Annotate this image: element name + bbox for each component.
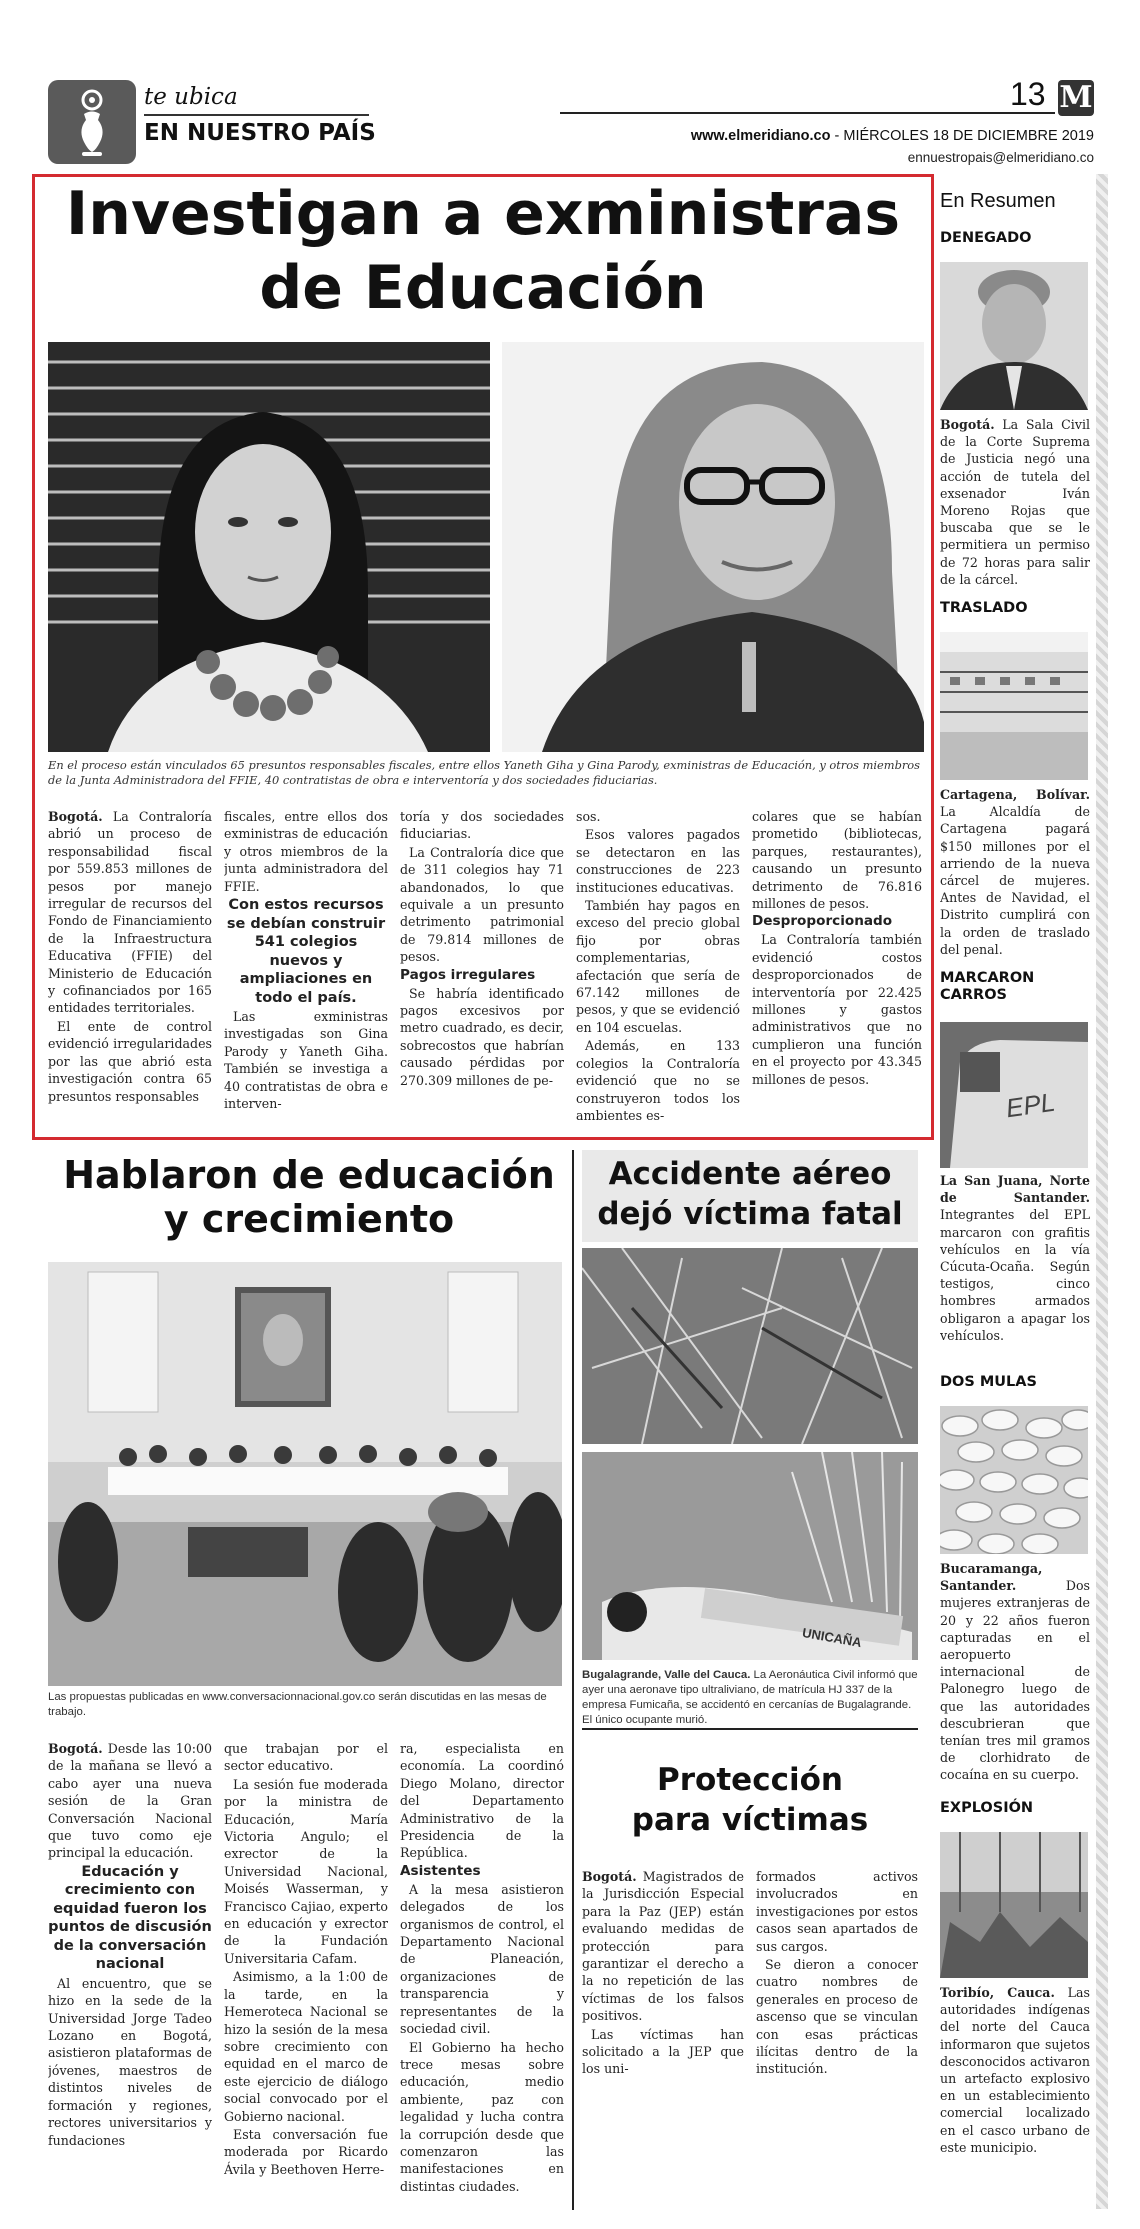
header-rule <box>560 112 1055 114</box>
main-col4-p4: Además, en 133 colegios la Contraloría evidenció que no se construyeron todos los ambientes es- <box>576 1038 740 1123</box>
victims-col1-p2: Las víctimas han solicitado a la JEP que los uni- <box>582 2026 744 2077</box>
main-col4-p3: También hay pagos en exceso del precio global fijo por obras complementarias, afectación que sería de 67.142 millones de pesos, y que se evidenció en 104 escuelas. <box>576 898 740 1035</box>
vase-icon <box>48 80 136 164</box>
education-headline-line2: y crecimiento <box>163 1197 455 1241</box>
sidebar-body-mulas: Dos mujeres extranjeras de 20 y 22 años fueron capturadas en el aeropuerto internacional de Palonegro luego de que las autoridades descubrieran que tenían tres mil gramos de clorhidrato de cocaína en su cuerpo. <box>940 1578 1090 1783</box>
education-col-1 <box>48 1740 212 2210</box>
sidebar-heading-marcaron: MARCARON CARROS <box>940 970 1035 1003</box>
main-photo-caption: En el proceso están vinculados 65 presuntos responsables fiscales, entre ellos Yaneth Giha y Gina Parody, exministras de Educación, y otros miembros de la Junta Administradora del FFIE, 40 contratistas de obra e interventoría y dos sociedades fiduciarias. <box>48 758 921 787</box>
sidebar-heading-denegado: DENEGADO <box>940 230 1032 246</box>
main-subhead-pagos: Pagos irregulares <box>400 966 536 983</box>
education-col-2 <box>224 1740 388 2210</box>
page-number: 13 <box>1010 76 1046 112</box>
sidebar-text-marcaron <box>940 1172 1090 1344</box>
education-col2-p1: que trabajan por el sector educativo. <box>224 1741 388 1774</box>
section-kicker: te ubica <box>144 84 238 110</box>
victims-col2-p1: formados activos involucrados en investigaciones por estos casos sean apartados de sus cargos. <box>756 1869 918 1954</box>
sidebar-photo-capsules <box>940 1406 1088 1554</box>
main-col5-p2: La Contraloría también evidenció costos desproporcionados de interventoría por 22.425 millones y gastos administrativos que no cumplieron una función en el proyecto por 43.345 millones de pesos. <box>752 932 922 1087</box>
victims-col-2 <box>756 1868 918 2208</box>
education-headline-line1: Hablaron de educación <box>63 1153 555 1197</box>
sidebar-heading-traslado: TRASLADO <box>940 600 1028 616</box>
main-col-5 <box>752 808 922 1134</box>
sidebar-text-explosion <box>940 1984 1090 2156</box>
main-col1-p2: El ente de control evidenció irregularidades por las que abrió esta investigación contra 65 presuntos responsables <box>48 1018 212 1104</box>
photo-yaneth-giha <box>502 342 924 752</box>
header-rule-thin <box>144 114 369 116</box>
sidebar-body-marcaron: Integrantes del EPL marcaron con grafitis vehículos en la vía Cúcuta-Ocaña. Según testigos, cinco hombres armados obligaron a apagar los vehículos. <box>940 1207 1090 1343</box>
sidebar-place-explosion: Toribío, Cauca. <box>940 1985 1055 2000</box>
main-col3-p3: Se habría identificado pagos excesivos por metro cuadrado, es decir, sobrecostos que habrían causado pérdidas por 270.309 millones de pe- <box>400 985 564 1088</box>
education-subhead-asistentes: Asistentes <box>400 1862 481 1879</box>
main-col2-p1: fiscales, entre ellos dos exministras de educación y otros miembros de la junta administradora del FFIE. <box>224 809 388 894</box>
sidebar-photo-graffiti-truck <box>940 1022 1088 1168</box>
accident-caption-text: La Aeronáutica Civil informó que ayer una aeronave tipo ultraliviano, de matrícula HJ 337 de la empresa Fumicaña, se accidentó en cercanías de Bugalagrande. El único ocupante murió. <box>582 1669 918 1726</box>
education-pull-quote: Educación y crecimiento con equidad fueron los puntos de discusión de la conversación nacional <box>48 1863 212 1973</box>
education-col1-p1: Desde las 10:00 de la mañana se llevó a cabo ayer una nueva sesión de la Gran Conversación Nacional que tuvo como eje principal la educación. <box>48 1741 212 1861</box>
main-pull-quote: Con estos recursos se debían construir 541 colegios nuevos y ampliaciones en todo el país. <box>226 897 386 1006</box>
vertical-divider <box>572 1150 574 2210</box>
section-title: EN NUESTRO PAÍS <box>144 120 376 146</box>
accident-rule <box>582 1728 918 1730</box>
sidebar-body-denegado: La Sala Civil de la Corte Suprema de Justicia negó una acción de tutela del exsenador Iván Moreno Rojas que buscaba que se le permitiera un permiso de 72 horas para salir de la cárcel. <box>940 417 1090 587</box>
sidebar-heading-explosion: EXPLOSIÓN <box>940 1800 1034 1816</box>
education-col2-p2: La sesión fue moderada por la ministra de Educación, María Victoria Angulo; el exrector de la Universidad Nacional, Moisés Wasserman, y Francisco Cajiao, experto en educación y exrector de la Fundación Universitaria Cafam. <box>224 1776 388 1966</box>
education-col1-p2: Al encuentro, que se hizo en la sede de la Universidad Jorge Tadeo Lozano en Bogotá, asistieron plataformas de jóvenes, maestros de distintos niveles de formación y regiones, rectores universitarios y fundaciones <box>48 1975 212 2148</box>
sidebar-text-mulas <box>940 1560 1090 1784</box>
issue-date: MIÉRCOLES 18 DE DICIEMBRE 2019 <box>843 128 1094 144</box>
education-col3-p2: A la mesa asistieron delegados de los organismos de control, el Departamento Nacional de Planeación, organizaciones de transparencia y representantes de la sociedad civil. <box>400 1881 564 2037</box>
education-col2-p3: Asimismo, a la 1:00 de la tarde, en la Hemeroteca Nacional se hizo la sesión de la mesa sobre crecimiento con equidad en el marco de este ejercicio de diálogo social convocado por el Gobierno nacional. <box>224 1969 388 2124</box>
main-col4-p1: sos. <box>576 809 601 824</box>
main-col1-p1: La Contraloría abrió un proceso de responsabilidad fiscal por 559.853 millones de pesos por manejo irregular de recursos del Fondo de Financiamiento de la Infraestructura Educativa (FFIE) del Ministerio de Educación y cofinanciados por 165 entidades territoriales. <box>48 809 212 1016</box>
main-col5-p1: colares que se habían prometido (bibliotecas, parques, restaurantes), causando un presunto detrimento de 76.816 millones de pesos. <box>752 809 922 912</box>
main-col3-p2: La Contraloría dice que de 311 colegios hay 71 abandonados, lo que equivale a un presunto detrimento patrimonial de 79.814 millones de pesos. <box>400 844 564 965</box>
sidebar-heading-mulas: DOS MULAS <box>940 1374 1037 1390</box>
victims-col2-p2: Se dieron a conocer cuatro nombres de generales en proceso de ascenso que se vinculan con esas prácticas ilícitas dentro de la institución. <box>756 1957 918 2077</box>
main-col-2 <box>224 808 388 1134</box>
main-col-3 <box>400 808 564 1134</box>
education-col2-p4: Esta conversación fue moderada por Ricardo Ávila y Beethoven Herre- <box>224 2126 388 2177</box>
section-logo-badge <box>48 80 136 164</box>
photo-education-meeting <box>48 1262 562 1686</box>
main-headline-line2: de Educación <box>259 253 707 323</box>
victims-col1-p1: Magistrados de la Jurisdicción Especial para la Paz (JEP) están evaluando medidas de protección para garantizar el derecho a la no repetición de las víctimas de los falsos positivos. <box>582 1869 744 2024</box>
dateline-row <box>691 128 1094 144</box>
date-separator: - <box>830 128 844 144</box>
victims-dateline: Bogotá. <box>582 1869 637 1884</box>
main-dateline: Bogotá. <box>48 809 103 824</box>
photo-gina-parody <box>48 342 490 752</box>
sidebar-place-denegado: Bogotá. <box>940 417 995 432</box>
main-col-1 <box>48 808 212 1134</box>
newspaper-logo: M <box>1059 80 1093 115</box>
accident-headline-line2: dejó víctima fatal <box>597 1196 903 1232</box>
graffiti-text: EPL <box>1004 1086 1057 1124</box>
victims-headline-line1: Protección <box>657 1762 843 1798</box>
sidebar-photo-explosion <box>940 1832 1088 1978</box>
sidebar-text-traslado <box>940 786 1090 958</box>
victims-col-1 <box>582 1868 744 2208</box>
main-col-4 <box>576 808 740 1134</box>
sidebar-body-explosion: Las autoridades indígenas del norte del Cauca informaron que sujetos desconocidos activaron un artefacto explosivo en un establecimiento comercial localizado en el casco urbano de este municipio. <box>940 1985 1090 2155</box>
victims-headline-line2: para víctimas <box>631 1802 869 1838</box>
education-dateline: Bogotá. <box>48 1741 103 1756</box>
sidebar-photo-prison <box>940 632 1088 780</box>
sidebar-place-marcaron: La San Juana, Norte de Santander. <box>940 1173 1090 1206</box>
main-col3-p1: toría y dos sociedades fiduciarias. <box>400 809 564 842</box>
education-col3-p3: El Gobierno ha hecho trece mesas sobre educación, medio ambiente, paz con legalidad y lucha contra la corrupción desde que comenzaron las manifestaciones en distintas ciudades. <box>400 2039 564 2194</box>
education-col3-p1: ra, especialista en economía. La coordinó Diego Molano, director del Departamento Administrativo de la Presidencia de la República. <box>400 1741 564 1861</box>
accident-headline-line1: Accidente aéreo <box>608 1156 892 1192</box>
education-photo-caption: Las propuestas publicadas en www.conversacionnacional.gov.co serán discutidas en las mesas de trabajo. <box>48 1691 547 1718</box>
photo-crash-site <box>582 1248 918 1444</box>
education-col-3 <box>400 1740 564 2210</box>
accident-caption <box>582 1668 918 1728</box>
sidebar-rail <box>1096 174 1108 2209</box>
main-col2-p2: Las exministras investigadas son Gina Parody y Yaneth Giha. También se investiga a 40 contratistas de obra e interven- <box>224 1009 388 1112</box>
main-col4-p2: Esos valores pagados se detectaron en las construcciones de 223 instituciones educativas. <box>576 827 740 895</box>
main-headline-line1: Investigan a exministras <box>65 179 901 249</box>
accident-caption-place: Bugalagrande, Valle del Cauca. <box>582 1669 751 1681</box>
section-email[interactable]: ennuestropais@elmeridiano.co <box>907 150 1094 165</box>
sidebar-place-traslado: Cartagena, Bolívar. <box>940 787 1090 802</box>
sidebar-text-denegado <box>940 416 1090 588</box>
main-subhead-desproporcionado: Desproporcionado <box>752 913 893 930</box>
photo-crashed-plane <box>582 1452 918 1660</box>
site-url[interactable]: www.elmeridiano.co <box>690 128 831 144</box>
sidebar-title: En Resumen <box>940 190 1056 212</box>
sidebar-body-traslado: La Alcaldía de Cartagena pagará $150 millones por el arriendo de la nueva cárcel de mujeres. Antes de Navidad, el Distrito cumplirá con la orden de traslado del penal. <box>940 804 1090 957</box>
plane-livery-text: UNICAÑA <box>801 1624 863 1651</box>
sidebar-photo-ivan-moreno <box>940 262 1088 410</box>
sidebar-place-mulas: Bucaramanga, Santander. <box>940 1561 1043 1594</box>
